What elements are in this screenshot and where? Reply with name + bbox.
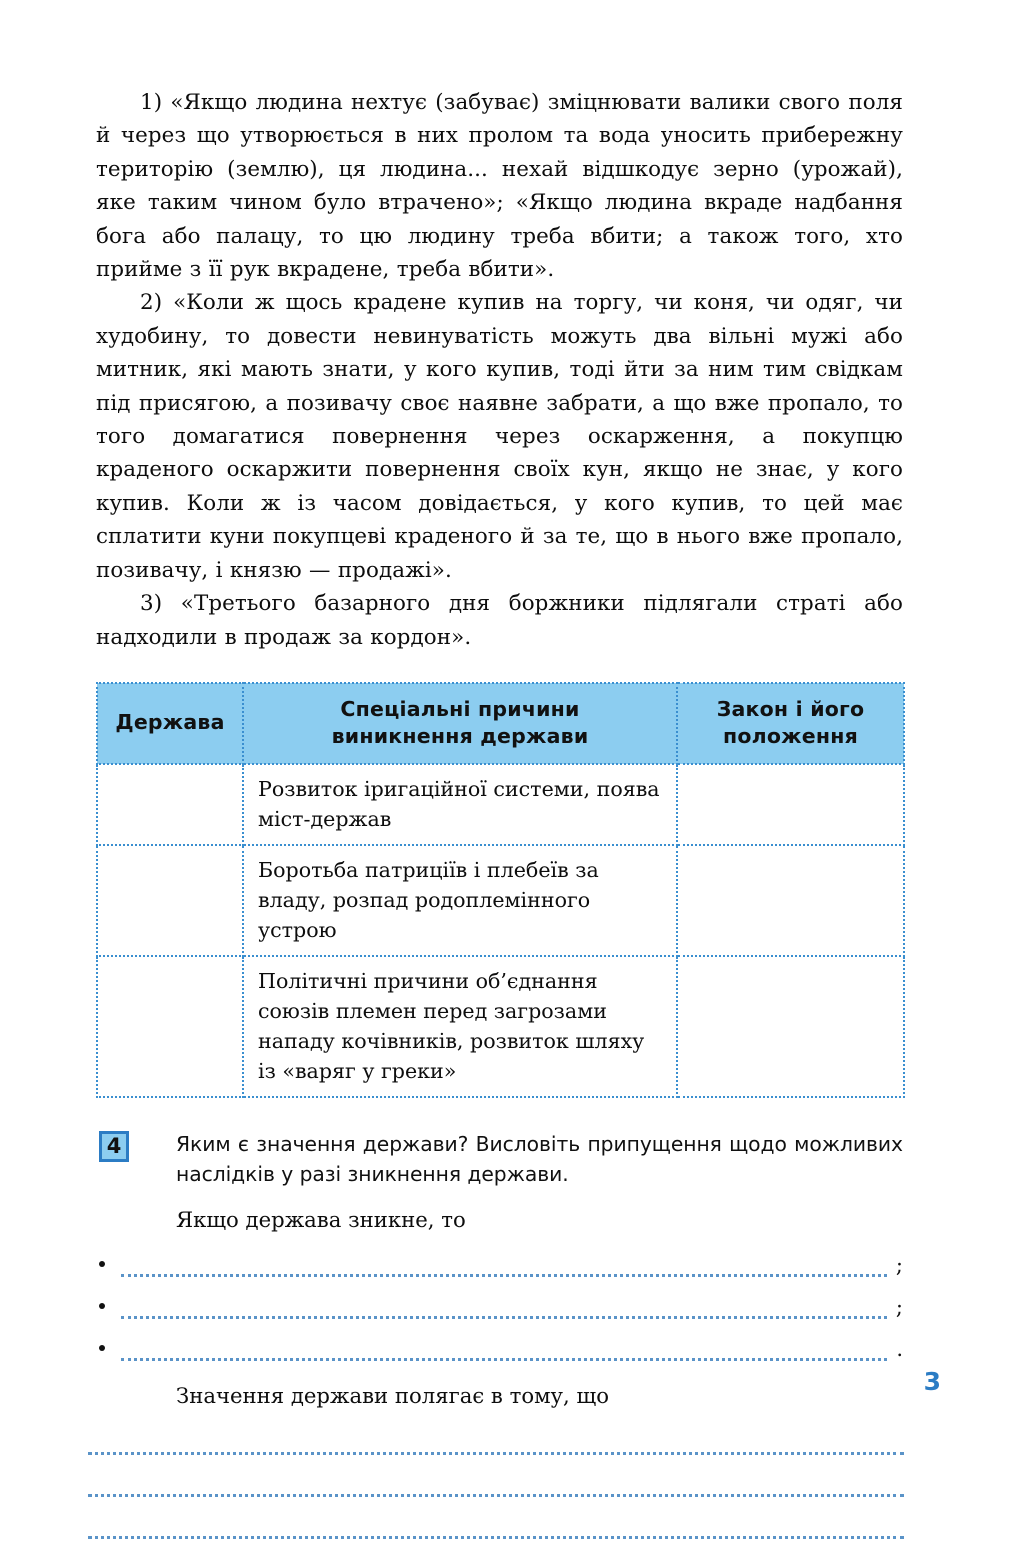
states-table [96,682,905,1098]
cell-reasons-1: Розвиток іригаційної системи, поява міст-держав [243,764,677,845]
extract-paragraph-2: 2) «Коли ж щось крадене купив на торгу, чи коня, чи одяг, чи худобину, то довести невинуватість можуть два вільні мужі або митник, які мають знати, у кого купив, тоді йти за ним тим свідкам під присягою, а позивачу своє наявне забрати, а що вже пропало, то того домагатися повернення через оскарження, а покупцю крадeного оскаржити повернення своїх кун, якщо не знає, у кого купив. Коли ж із часом довідається, у кого купив, то цей має сплатити куни покупцеві крадeного й за те, що в нього вже пропало, позивачу, і князю — продажі». [96,290,903,583]
table-header-row [97,683,904,764]
bullet-dot-icon [99,1345,105,1351]
answer-end-punctuation-2: ; [895,1294,903,1319]
table-row [97,764,904,845]
question-prompt: Яким є значення держави? Висловіть припущення щодо можливих наслідків у разі зникнення держави. [176,1131,903,1186]
cell-law-3[interactable] [677,956,904,1097]
states-table-wrapper [96,682,903,1098]
answer-end-punctuation-3: . [896,1336,903,1361]
answer-rule [121,1316,887,1319]
blank-rule-1[interactable] [96,1432,903,1474]
question-second-lead-in: Значення держави полягає в тому, що [176,1382,609,1408]
answer-line-1[interactable] [96,1253,903,1295]
table-row [97,956,904,1097]
table-header-state [97,683,243,764]
question-number-badge: 4 [99,1131,129,1162]
table-header-law [677,683,904,764]
blank-rule-3[interactable] [96,1516,903,1558]
table-header-law-line1: Закон і його [716,696,865,721]
table-header-reasons-line2: виникнення держави [331,723,589,748]
cell-state-2[interactable] [97,845,243,956]
blank-rule-2[interactable] [96,1474,903,1516]
table-header-reasons-line1: Спеціальні причини [340,696,580,721]
cell-law-1[interactable] [677,764,904,845]
table-row [97,845,904,956]
answer-line-2[interactable] [96,1295,903,1337]
table-header-law-line2: положення [723,723,858,748]
question-lead-in: Якщо держава зникне, то [176,1206,466,1232]
answer-rule [121,1358,887,1361]
answer-bullet-lines [96,1253,903,1379]
question-block-4 [96,1129,903,1235]
cell-state-1[interactable] [97,764,243,845]
bullet-dot-icon [99,1261,105,1267]
cell-reasons-3: Політичні причини об’єднання союзів племен перед загрозами нападу кочівників, розвиток шляху із «варяг у греки» [243,956,677,1097]
page-number: 3 [923,1367,941,1396]
answer-line-3[interactable] [96,1337,903,1379]
extract-paragraph-3: 3) «Третього базарного дня боржники підлягали страті або надходили в продаж за кордон». [96,591,903,650]
bullet-dot-icon [99,1303,105,1309]
extract-paragraph-1: 1) «Якщо людина нехтує (забуває) зміцнювати валики свого поля й через що утворюється в них пролом та вода уносить прибережну територію (землю), ця людина... нехай відшкодує зерно (урожай), яке таким чином було втрачено»; «Якщо людина вкраде надбання бога або палацу, то цю людину треба вбити; а також того, хто прийме з її рук вкрадене, треба вбити». [96,90,903,283]
cell-state-3[interactable] [97,956,243,1097]
blank-answer-rules [96,1432,903,1558]
cell-law-2[interactable] [677,845,904,956]
answer-end-punctuation-1: ; [895,1252,903,1277]
table-header-reasons [243,683,677,764]
cell-reasons-2: Боротьба патриціїв і плебеїв за владу, розпад родоплемінного устрою [243,845,677,956]
table-header-state-line1: Держава [115,710,225,735]
page-content [96,86,903,1558]
source-extracts [96,86,903,654]
answer-rule [121,1274,887,1277]
